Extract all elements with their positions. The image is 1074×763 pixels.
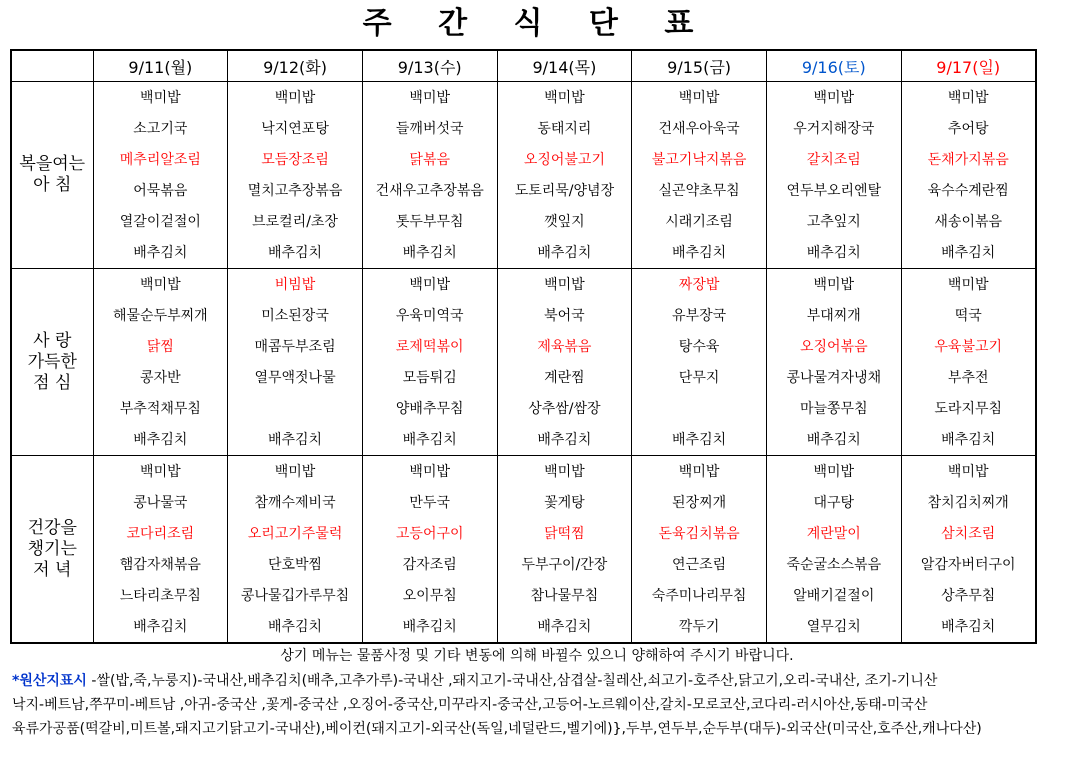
dish-item: 콩나물겨자냉채: [786, 370, 882, 386]
menu-cell: [901, 269, 1036, 456]
dish-item: 백미밥: [274, 90, 316, 106]
dish-item: 배추김치: [133, 619, 188, 635]
meal-label-line: 건강을: [27, 517, 77, 538]
origin-text: -쌀(밥,죽,누룽지)-국내산,배추김치(배추,고추가루)-국내산 ,돼지고기-국내산,삼겹살-칠레산,쇠고기-호주산,닭고기,오리-국내산, 조기-기니산: [86, 673, 938, 689]
meal-label-line: 사 랑: [33, 330, 72, 351]
day-header: 9/11(월): [93, 50, 228, 82]
day-header: 9/17(일): [901, 50, 1036, 82]
dish-item: 백미밥: [813, 277, 855, 293]
dish-item: 열무김치: [806, 619, 861, 635]
dish-item: 낙지연포탕: [261, 121, 329, 137]
dish-item: 해물순두부찌개: [113, 308, 208, 324]
dish-item: 햄감자채볶음: [119, 557, 201, 573]
page-title: 주 간 식 단 표: [362, 6, 712, 41]
origin-info: [12, 669, 1042, 741]
menu-cell: [362, 269, 497, 456]
dish-item: 비빔밥: [274, 277, 316, 293]
dish-item: 닭떡찜: [544, 526, 585, 542]
dish-item: 오징어불고기: [523, 152, 605, 168]
dish-item: 배추김치: [267, 245, 323, 261]
dish-item: 마늘쫑무침: [799, 401, 868, 417]
menu-cell: [93, 456, 228, 644]
origin-line: 낙지-베트남,쭈꾸미-베트남 ,아귀-중국산 ,꽃게-중국산 ,오징어-중국산,미꾸라지-중국산,고등어-노르웨이산,갈치-모로코산,코다리-러시아산,동태-미국산: [12, 697, 928, 713]
dish-item: 알감자버터구이: [920, 557, 1016, 573]
meal-label-line: 아 침: [33, 175, 72, 195]
dish-item: 상추쌈/쌈장: [528, 401, 601, 417]
dish-item: 불고기낙지볶음: [651, 152, 747, 168]
dish-item: [228, 394, 362, 425]
dish-item: 단호박찜: [267, 557, 323, 573]
meal-label-line: 복을여는: [19, 154, 86, 174]
dish-item: 실곤약초무침: [658, 183, 740, 199]
dish-item: 오리고기주물럭: [247, 526, 343, 542]
dish-item: 닭찜: [146, 339, 174, 355]
dish-item: 백미밥: [544, 464, 585, 480]
dish-item: 톳두부무침: [395, 214, 464, 230]
dish-item: 새송이볶음: [934, 214, 1003, 230]
dish-item: 백미밥: [678, 464, 720, 480]
dish-item: 된장찌개: [672, 495, 727, 511]
meal-label-line: 저 녁: [33, 559, 72, 580]
dish-item: 배추김치: [537, 245, 592, 261]
meal-row: [11, 456, 1036, 644]
dish-item: 오징어볶음: [799, 339, 868, 355]
dish-item: 백미밥: [947, 277, 989, 293]
dish-item: 계란말이: [806, 526, 861, 542]
dish-item: 백미밥: [274, 464, 316, 480]
dish-item: 모듬튀김: [402, 370, 457, 386]
dish-item: 죽순굴소스볶음: [786, 557, 882, 573]
dish-item: 열무액젓나물: [254, 370, 336, 386]
origin-line: [12, 669, 1042, 693]
corner-cell: [11, 50, 93, 82]
dish-item: [632, 394, 766, 425]
dish-item: 탕수육: [678, 339, 720, 355]
menu-cell: [497, 269, 632, 456]
dish-item: 동태지리: [537, 121, 592, 137]
dish-item: 배추김치: [537, 619, 592, 635]
dish-item: 배추김치: [267, 619, 323, 635]
dish-item: 시래기조림: [665, 214, 733, 230]
dish-item: 갈치조림: [806, 152, 861, 168]
menu-cell: [93, 82, 228, 269]
dish-item: 깍두기: [678, 619, 720, 635]
dish-item: 미소된장국: [261, 308, 329, 324]
origin-line: 육류가공품(떡갈비,미트볼,돼지고기닭고기-국내산),베이컨(돼지고기-외국산(독일,네덜란드,벨기에)},두부,연두부,순두부(대두)-외국산(미국산,호주산,캐나다산): [12, 721, 982, 737]
dish-item: 멸치고추장볶음: [247, 183, 343, 199]
dish-item: 계란찜: [544, 370, 585, 386]
dish-item: 연두부오리엔탈: [786, 183, 882, 199]
dish-item: 열갈이겉절이: [119, 214, 201, 230]
dish-item: 콩나물깁가루무침: [240, 588, 350, 604]
menu-cell: [632, 269, 767, 456]
dish-item: 부추전: [947, 370, 989, 386]
dish-item: 만두국: [409, 495, 450, 511]
dish-item: 제육볶음: [537, 339, 592, 355]
dish-item: 모듬장조림: [261, 152, 329, 168]
menu-cell: [632, 456, 767, 644]
meal-label: [11, 82, 93, 269]
dish-item: 부추적채무침: [119, 401, 201, 417]
dish-item: 백미밥: [544, 90, 585, 106]
dish-item: 깻잎지: [544, 214, 585, 230]
dish-item: 백미밥: [409, 90, 450, 106]
dish-item: 백미밥: [947, 464, 989, 480]
dish-item: 배추김치: [133, 245, 188, 261]
dish-item: 메추리알조림: [119, 152, 201, 168]
dish-item: 돈육김치볶음: [658, 526, 740, 542]
meal-label-line: 가득한: [27, 351, 77, 372]
dish-item: 우육불고기: [934, 339, 1003, 355]
dish-item: 배추김치: [402, 245, 457, 261]
dish-item: 양배추무침: [395, 401, 464, 417]
dish-item: 배추김치: [941, 619, 996, 635]
dish-item: 들깨버섯국: [395, 121, 464, 137]
dish-item: 로제떡볶이: [395, 339, 464, 355]
dish-item: 고등어구이: [395, 526, 464, 542]
menu-cell: [362, 82, 497, 269]
dish-item: 어묵볶음: [133, 183, 188, 199]
menu-cell: [766, 269, 901, 456]
dish-item: 백미밥: [140, 277, 181, 293]
day-header-row: [11, 50, 1036, 82]
dish-item: 숙주미나리무침: [651, 588, 747, 604]
day-header: 9/12(화): [228, 50, 363, 82]
day-header: 9/14(목): [497, 50, 632, 82]
day-header: 9/13(수): [362, 50, 497, 82]
menu-cell: [362, 456, 497, 644]
notice-text: 상기 메뉴는 물품사정 및 기타 변동에 의해 바뀔수 있으니 양해하여 주시기 바랍니다.: [280, 648, 794, 664]
dish-item: 코다리조림: [126, 526, 195, 542]
dish-item: 북어국: [544, 308, 585, 324]
dish-item: 배추김치: [941, 432, 996, 448]
dish-item: 브로컬리/초장: [252, 214, 338, 230]
dish-item: 느타리초무침: [119, 588, 201, 604]
dish-item: 닭볶음: [409, 152, 450, 168]
meal-label-line: 점 심: [33, 372, 72, 393]
dish-item: 감자조림: [402, 557, 457, 573]
dish-item: 알배기겉절이: [793, 588, 875, 604]
meal-row: [11, 269, 1036, 456]
menu-cell: [766, 82, 901, 269]
dish-item: 배추김치: [941, 245, 996, 261]
dish-item: 백미밥: [140, 90, 181, 106]
dish-item: 건새우아욱국: [658, 121, 740, 137]
dish-item: 부대찌개: [806, 308, 861, 324]
dish-item: 콩나물국: [133, 495, 188, 511]
menu-cell: [632, 82, 767, 269]
dish-item: 참치김치찌개: [927, 495, 1009, 511]
dish-item: 두부구이/간장: [521, 557, 608, 573]
dish-item: 배추김치: [267, 432, 323, 448]
dish-item: 상추무침: [941, 588, 996, 604]
dish-item: 추어탕: [947, 121, 989, 137]
menu-cell: [228, 456, 363, 644]
dish-item: 우거지해장국: [793, 121, 875, 137]
dish-item: 우육미역국: [395, 308, 464, 324]
meal-row: [11, 82, 1036, 269]
menu-cell: [901, 82, 1036, 269]
dish-item: 배추김치: [806, 245, 861, 261]
dish-item: 배추김치: [537, 432, 592, 448]
dish-item: 육수수계란찜: [927, 183, 1009, 199]
dish-item: 콩자반: [140, 370, 181, 386]
dish-item: 삼치조림: [941, 526, 996, 542]
day-header: 9/15(금): [632, 50, 767, 82]
dish-item: 꽃게탕: [544, 495, 585, 511]
dish-item: 배추김치: [402, 619, 457, 635]
dish-item: 백미밥: [813, 464, 855, 480]
dish-item: 도라지무침: [934, 401, 1003, 417]
dish-item: 배추김치: [672, 432, 727, 448]
dish-item: 소고기국: [133, 121, 188, 137]
menu-cell: [766, 456, 901, 644]
meal-label: [11, 456, 93, 644]
dish-item: 참나물무침: [530, 588, 599, 604]
dish-item: 오이무침: [402, 588, 457, 604]
dish-item: 연근조림: [672, 557, 727, 573]
dish-item: 참깨수제비국: [254, 495, 336, 511]
weekly-menu-table: [10, 49, 1037, 644]
meal-label-line: 챙기는: [27, 538, 77, 559]
dish-item: 배추김치: [806, 432, 861, 448]
dish-item: 백미밥: [140, 464, 181, 480]
origin-label: *원산지표시: [12, 673, 87, 689]
dish-item: 백미밥: [544, 277, 585, 293]
dish-item: 돈채가지볶음: [927, 152, 1009, 168]
menu-cell: [228, 82, 363, 269]
dish-item: 백미밥: [813, 90, 855, 106]
menu-cell: [497, 82, 632, 269]
menu-cell: [228, 269, 363, 456]
dish-item: 유부장국: [672, 308, 727, 324]
dish-item: 단무지: [678, 370, 720, 386]
menu-cell: [901, 456, 1036, 644]
meal-label: [11, 269, 93, 456]
dish-item: 배추김치: [402, 432, 457, 448]
dish-item: 백미밥: [409, 464, 450, 480]
day-header: 9/16(토): [766, 50, 901, 82]
dish-item: 배추김치: [672, 245, 727, 261]
dish-item: 배추김치: [133, 432, 188, 448]
dish-item: 떡국: [954, 308, 982, 324]
dish-item: 도토리묵/양념장: [514, 183, 615, 199]
dish-item: 백미밥: [678, 90, 720, 106]
dish-item: 고추잎지: [806, 214, 861, 230]
dish-item: 건새우고추장볶음: [375, 183, 484, 199]
dish-item: 대구탕: [813, 495, 855, 511]
dish-item: 백미밥: [409, 277, 450, 293]
menu-cell: [93, 269, 228, 456]
dish-item: 백미밥: [947, 90, 989, 106]
dish-item: 매콤두부조림: [254, 339, 336, 355]
dish-item: 짜장밥: [678, 277, 720, 293]
menu-cell: [497, 456, 632, 644]
